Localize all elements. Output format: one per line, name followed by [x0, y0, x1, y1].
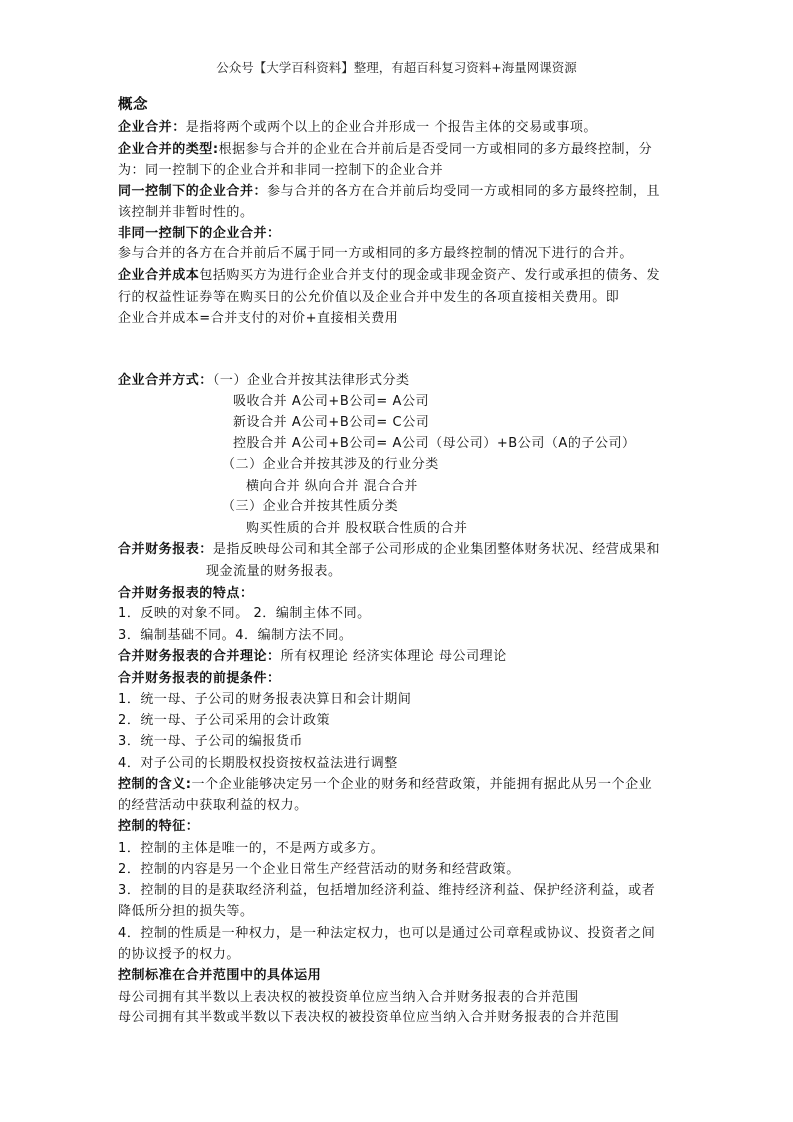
text-line [118, 817, 199, 837]
term-text: 所有权理论 经济实体理论 母公司理论 [280, 649, 507, 664]
term-text: 参与合并的各方在合并前后均受同一方或相同的多方最终控制，且 [267, 184, 661, 199]
term-label: 合并财务报表： [118, 542, 213, 557]
term-text: 是指反映母公司和其全部子公司形成的企业集团整体财务状况、经营成果和 [212, 542, 661, 557]
text-line [118, 902, 254, 922]
term-label: 企业合并方式： [118, 373, 213, 388]
text-line [118, 647, 507, 667]
text-line [233, 413, 429, 433]
text-line [118, 309, 398, 329]
term-text: 3．统一母、子公司的编报货币 [118, 734, 303, 749]
term-text: （三）企业合并按其性质分类 [222, 499, 399, 514]
text-line [118, 839, 384, 859]
term-text: 1．统一母、子公司的财务报表决算日和会计期间 [118, 692, 412, 707]
text-line [118, 945, 240, 965]
term-text: 3．控制的目的是获取经济利益，包括增加经济利益、维持经济利益、保护经济利益，或者 [118, 883, 656, 898]
text-line [118, 224, 281, 244]
text-line [118, 796, 308, 816]
term-text: 的经营活动中获取利益的权力。 [118, 798, 308, 813]
text-line [118, 881, 655, 901]
term-text: 4．对子公司的长期股权投资按权益法进行调整 [118, 756, 398, 771]
term-text: 行的权益性证券等在购买日的公允价值以及企业合并中发生的各项直接相关费用。即 [118, 290, 620, 305]
term-text: 参与合并的各方在合并前后不属于同一方或相同的多方最终控制的情况下进行的合并。 [118, 246, 633, 261]
term-label: 合并财务报表的合并理论： [118, 649, 281, 664]
text-line [233, 434, 636, 454]
term-label: 企业合并： [118, 120, 186, 135]
text-line [118, 244, 633, 264]
term-text: 2．控制的内容是另一个企业日常生产经营活动的财务和经营政策。 [118, 862, 520, 877]
text-line [118, 140, 652, 160]
text-line [222, 497, 398, 517]
text-line [222, 455, 439, 475]
text-line [118, 754, 398, 774]
term-label: 企业合并的类型: [118, 142, 219, 157]
text-line [118, 690, 411, 710]
term-label: 控制的特征： [118, 819, 200, 834]
term-text: 降低所分担的损失等。 [118, 904, 254, 919]
text-line [246, 519, 467, 539]
text-line [118, 775, 652, 795]
page-header: 公众号【大学百科资料】整理，有超百科复习资料+海量网课资源 [216, 60, 577, 75]
text-line [118, 924, 655, 944]
term-label: 合并财务报表的特点： [118, 586, 254, 601]
term-text: 是指将两个或两个以上的企业合并形成一 个报告主体的交易或事项。 [185, 120, 597, 135]
text-line [118, 203, 254, 223]
term-label: 非同一控制下的企业合并： [118, 226, 281, 241]
term-text: 1．反映的对象不同。 2．编制主体不同。 [118, 606, 371, 621]
term-text: 一个企业能够决定另一个企业的财务和经营政策，并能拥有据此从另一个企业 [191, 777, 653, 792]
term-text: 包括购买方为进行企业合并支付的现金或非现金资产、发行或承担的债务、发 [199, 268, 661, 283]
term-text: 4．控制的性质是一种权力，是一种法定权力，也可以是通过公司章程或协议、投资者之间 [118, 926, 656, 941]
term-label: 控制标准在合并范围中的具体运用 [118, 968, 322, 983]
term-text: 3．编制基础不同。4．编制方法不同。 [118, 628, 353, 643]
term-label: 概念 [118, 97, 149, 113]
term-text: 母公司拥有其半数以上表决权的被投资单位应当纳入合并财务报表的合并范围 [118, 990, 579, 1005]
term-text: 的协议授予的权力。 [118, 947, 240, 962]
text-line [118, 711, 330, 731]
term-label: 控制的含义: [118, 777, 192, 792]
term-text: 1．控制的主体是唯一的，不是两方或多方。 [118, 841, 385, 856]
term-text: 横向合并 纵向合并 混合合并 [246, 479, 418, 494]
text-line [118, 182, 660, 202]
text-line [118, 669, 281, 689]
term-text: 根据参与合并的企业在合并前后是否受同一方或相同的多方最终控制，分 [218, 142, 653, 157]
term-text: 购买性质的合并 股权联合性质的合并 [246, 521, 468, 536]
term-text: 2．统一母、子公司采用的会计政策 [118, 713, 331, 728]
term-text: 新设合并 A公司+B公司= C公司 [233, 415, 430, 430]
term-text: 控股合并 A公司+B公司= A公司（母公司）+B公司（A的子公司） [233, 436, 636, 451]
text-line [118, 604, 371, 624]
text-line [118, 118, 597, 138]
term-label: 合并财务报表的前提条件： [118, 671, 281, 686]
text-line [118, 732, 303, 752]
term-text: （一）企业合并按其法律形式分类 [212, 373, 410, 388]
text-line [118, 1008, 619, 1028]
term-text: 该控制并非暂时性的。 [118, 205, 254, 220]
text-line [246, 477, 418, 497]
term-text: 企业合并成本=合并支付的对价+直接相关费用 [118, 311, 399, 326]
term-text: 现金流量的财务报表。 [206, 564, 342, 579]
text-line [118, 371, 410, 391]
term-text: 母公司拥有其半数或半数以下表决权的被投资单位应当纳入合并财务报表的合并范围 [118, 1010, 620, 1025]
text-line [118, 161, 443, 181]
text-line [118, 626, 352, 646]
text-line [206, 562, 342, 582]
text-line [118, 288, 619, 308]
term-label: 企业合并成本 [118, 268, 200, 283]
text-line [233, 392, 429, 412]
term-label: 同一控制下的企业合并： [118, 184, 268, 199]
section-title [118, 95, 148, 116]
text-line [118, 266, 660, 286]
term-text: 为：同一控制下的企业合并和非同一控制下的企业合并 [118, 163, 444, 178]
term-text: （二）企业合并按其涉及的行业分类 [222, 457, 439, 472]
text-line [118, 988, 579, 1008]
term-text: 吸收合并 A公司+B公司= A公司 [233, 394, 430, 409]
text-line [118, 540, 660, 560]
text-line [118, 584, 254, 604]
text-line [118, 860, 520, 880]
text-line [118, 966, 321, 986]
